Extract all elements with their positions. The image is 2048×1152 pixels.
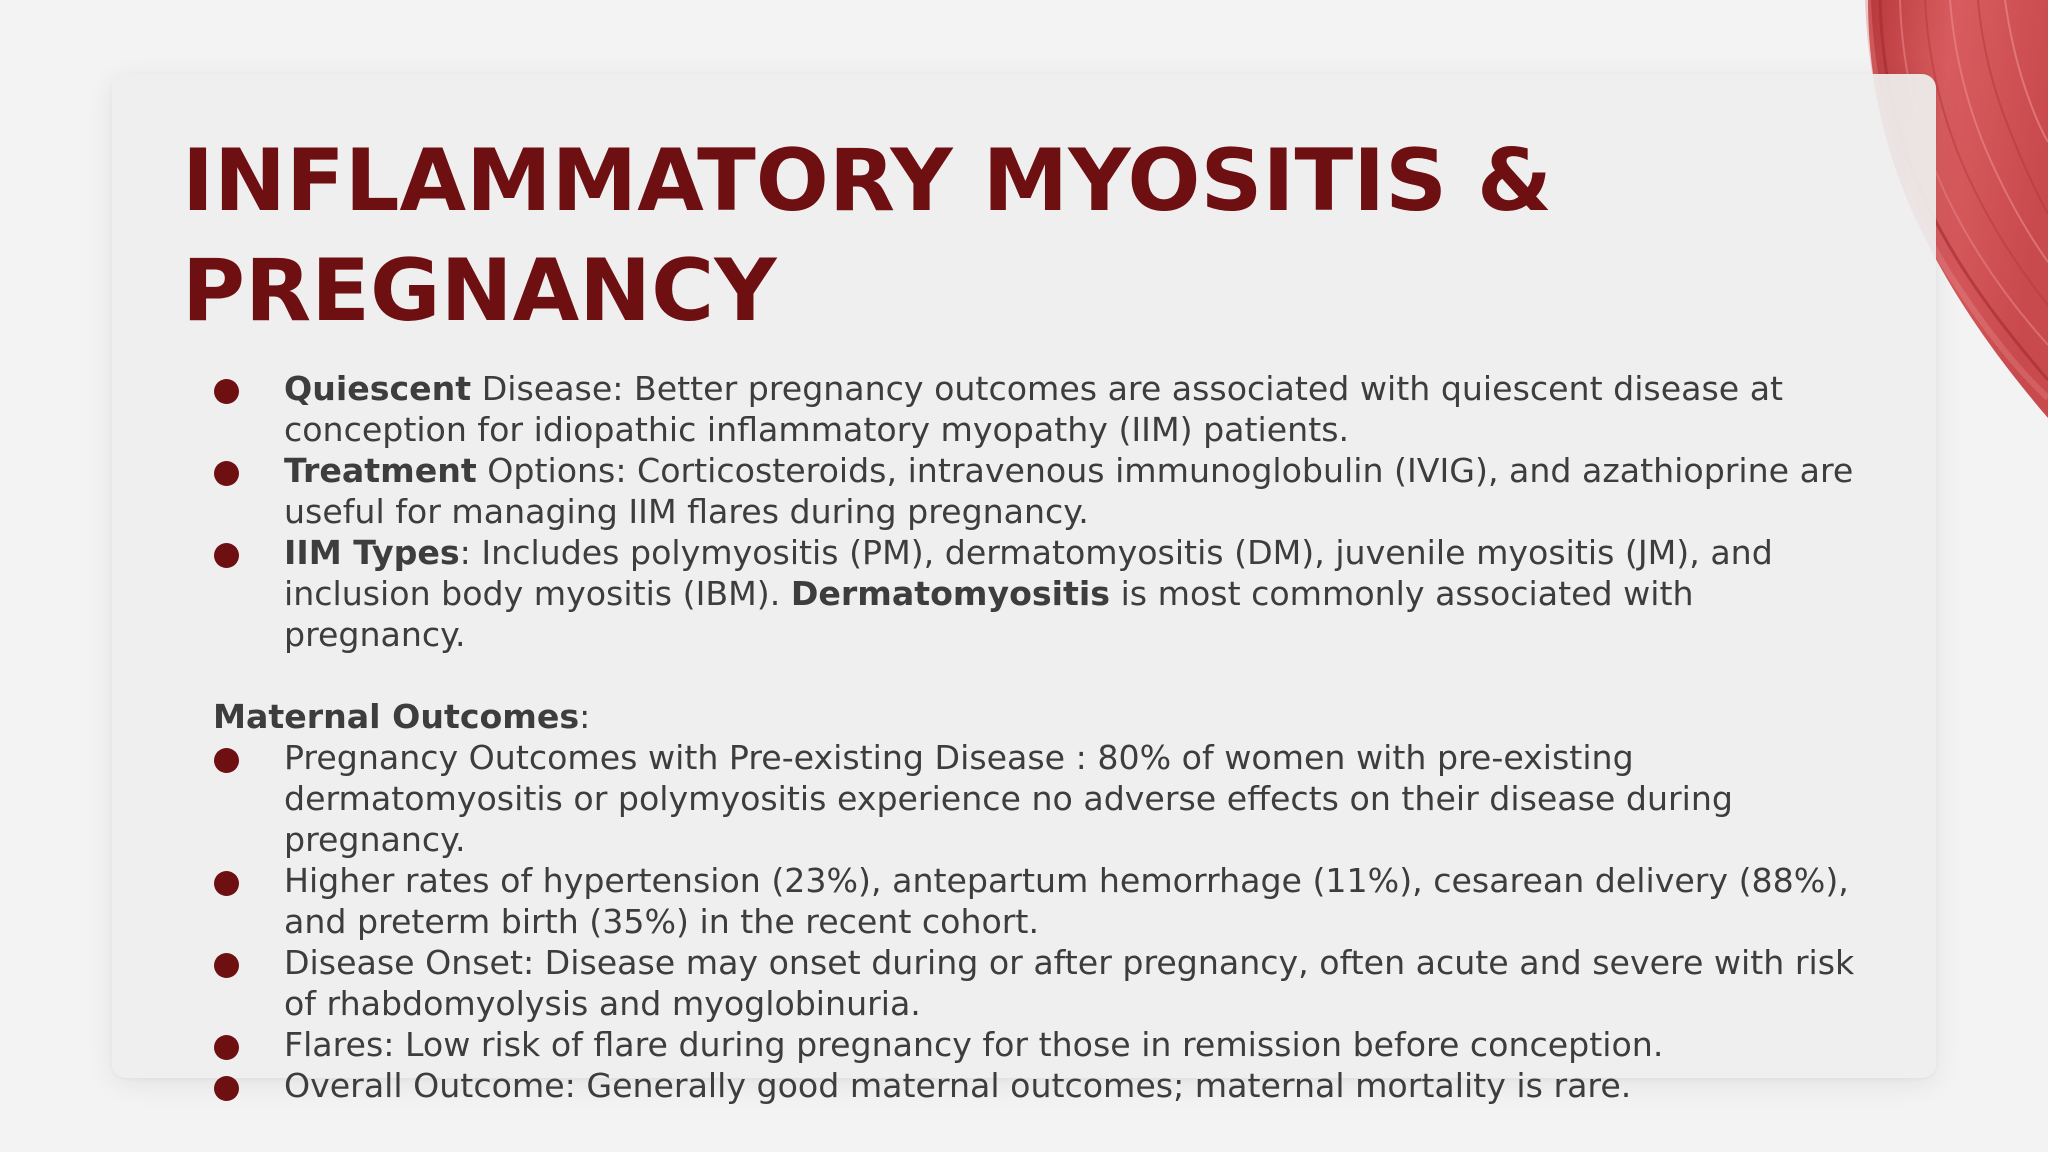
list-item xyxy=(213,532,1863,655)
list-item xyxy=(213,450,1863,532)
bullet-icon xyxy=(214,461,239,486)
bullet-icon xyxy=(214,748,239,773)
maternal-outcomes-heading xyxy=(213,696,1863,737)
bullet-keyword: Dermatomyositis xyxy=(790,574,1111,613)
slide-body xyxy=(213,368,1863,1106)
bullet-keyword: Treatment xyxy=(284,451,477,490)
bullet-icon xyxy=(214,379,239,404)
bullet-icon xyxy=(214,543,239,568)
list-item xyxy=(213,737,1863,860)
bullet-icon xyxy=(214,1076,239,1101)
list-item xyxy=(213,1024,1863,1065)
bullet-icon xyxy=(214,953,239,978)
bullet-text: Flares: Low risk of flare during pregnancy for those in remission before conception. xyxy=(284,1025,1664,1064)
maternal-outcomes-list xyxy=(213,737,1863,1106)
bullet-icon xyxy=(214,1035,239,1060)
list-item xyxy=(213,368,1863,450)
overview-bullet-list xyxy=(213,368,1863,655)
bullet-keyword: IIM Types xyxy=(284,533,460,572)
bullet-text: Disease Onset: Disease may onset during or after pregnancy, often acute and severe with risk of rhabdomyolysis and myoglobinuria. xyxy=(284,943,1855,1023)
bullet-text: Disease: Better pregnancy outcomes are associated with quiescent disease at conception for idiopathic inflammatory myopathy (IIM) patients. xyxy=(284,369,1784,449)
bullet-icon xyxy=(214,871,239,896)
bullet-text: Pregnancy Outcomes with Pre-existing Disease : 80% of women with pre-existing dermatomyositis or polymyositis experience no adverse effects on their disease during pregnancy. xyxy=(284,738,1733,859)
bullet-keyword: Quiescent xyxy=(284,369,472,408)
bullet-text: is most commonly associated with pregnancy. xyxy=(284,574,1694,654)
list-item xyxy=(213,942,1863,1024)
list-item xyxy=(213,1065,1863,1106)
list-item xyxy=(213,860,1863,942)
slide-title: INFLAMMATORY MYOSITIS & PREGNANCY xyxy=(182,131,1552,341)
bullet-text: Higher rates of hypertension (23%), antepartum hemorrhage (11%), cesarean delivery (88%), and preterm birth (35%) in the recent cohort. xyxy=(284,861,1849,941)
section-heading-text: Maternal Outcomes xyxy=(213,697,580,736)
bullet-text: Overall Outcome: Generally good maternal outcomes; maternal mortality is rare. xyxy=(284,1066,1632,1105)
bullet-text: : Includes polymyositis (PM), dermatomyositis (DM), juvenile myositis (JM), and inclusion body myositis (IBM). xyxy=(284,533,1773,613)
section-spacer xyxy=(213,655,1863,696)
bullet-text: Options: Corticosteroids, intravenous immunoglobulin (IVIG), and azathioprine are useful for managing IIM flares during pregnancy. xyxy=(284,451,1854,531)
section-heading-colon: : xyxy=(579,697,591,736)
